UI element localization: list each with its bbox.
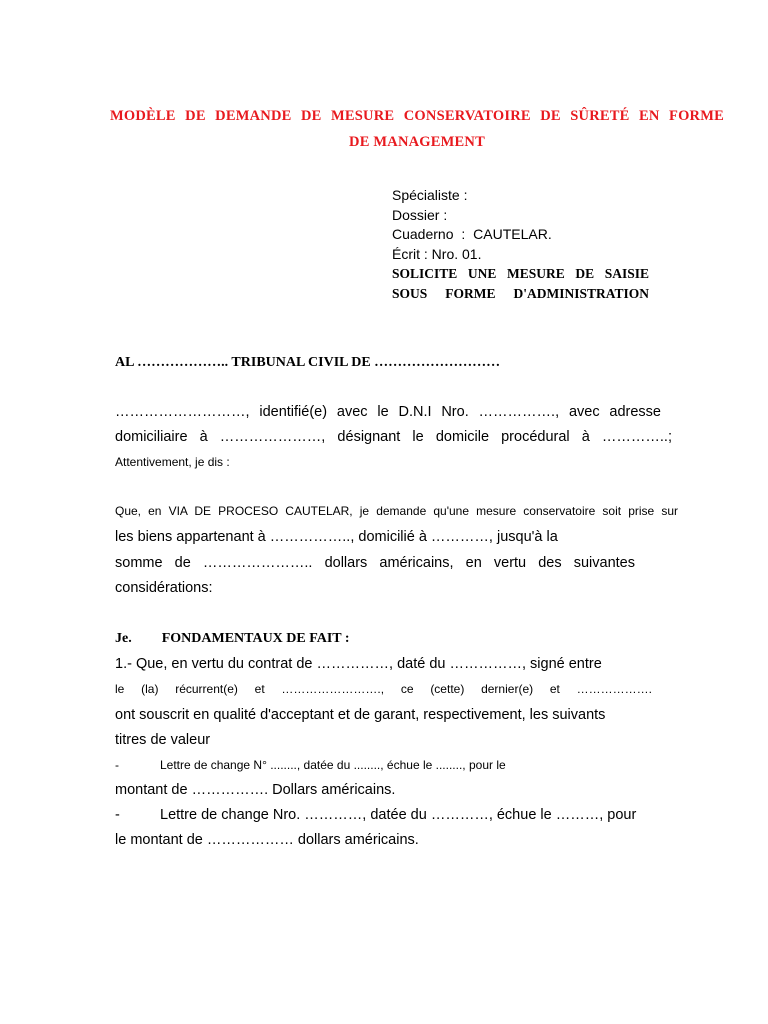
bill-item-1-dash: - [115,758,119,772]
request-line-1: Que, en VIA DE PROCESO CAUTELAR, je demande qu'une mesure conservatoire soit prise sur [115,504,678,518]
section-heading [115,631,350,647]
bill-item-2 [115,807,636,823]
request-line-2: les biens appartenant à …………….., domicilié à …………, jusqu'à la [115,529,558,545]
facts-line-3: ont souscrit en qualité d'acceptant et de garant, respectivement, les suivants [115,707,606,723]
facts-line-2: le (la) récurrent(e) et ……………………., ce (cette) dernier(e) et ………………. [115,682,652,696]
request-line-3: somme de ………………….. dollars américains, en vertu des suivantes [115,555,635,571]
case-reference-block [392,186,649,303]
intro-line-1: ………………………, identifié(e) avec le D.N.I Nro. ……………., avec adresse [115,404,661,420]
specialist-label: Spécialiste : [392,187,468,203]
bill-item-1 [115,758,506,772]
facts-line-4: titres de valeur [115,732,211,748]
ecrit-label: Écrit : Nro. 01. [392,245,482,262]
court-addressee: AL ……………….. TRIBUNAL CIVIL DE ……………………… [115,355,501,370]
bill-item-2-dash: - [115,807,120,823]
dossier-label: Dossier : [392,206,448,223]
request-line-4: considérations: [115,580,213,596]
intro-line-2: domiciliaire à …………………, désignant le domicile procédural à …………..; [115,429,672,445]
bill-item-1-text: Lettre de change N° ........, datée du ........, échue le ........, pour le [160,758,506,772]
request-summary-line-2: SOUS FORME D'ADMINISTRATION [392,285,649,301]
bill-item-2-text: Lettre de change Nro. …………, datée du …………, échue le ………, pour [160,807,637,823]
document-title-line-2: DE MANAGEMENT [349,134,485,150]
document-title-line-1: MODÈLE DE DEMANDE DE MESURE CONSERVATOIRE DE SÛRETÉ EN FORME [110,108,724,124]
bill-item-2-continued: le montant de ……………… dollars américains. [115,832,419,848]
section-title: FONDAMENTAUX DE FAIT : [161,631,350,646]
intro-line-3: Attentivement, je dis : [115,455,230,469]
section-numeral: Je. [115,631,132,646]
request-summary-line-1: SOLICITE UNE MESURE DE SAISIE [392,266,649,281]
facts-line-1: 1.- Que, en vertu du contrat de ……………, daté du ……………, signé entre [115,656,602,672]
bill-item-1-continued: montant de ……………. Dollars américains. [115,782,396,798]
cuaderno-label: Cuaderno : CAUTELAR. [392,226,552,242]
